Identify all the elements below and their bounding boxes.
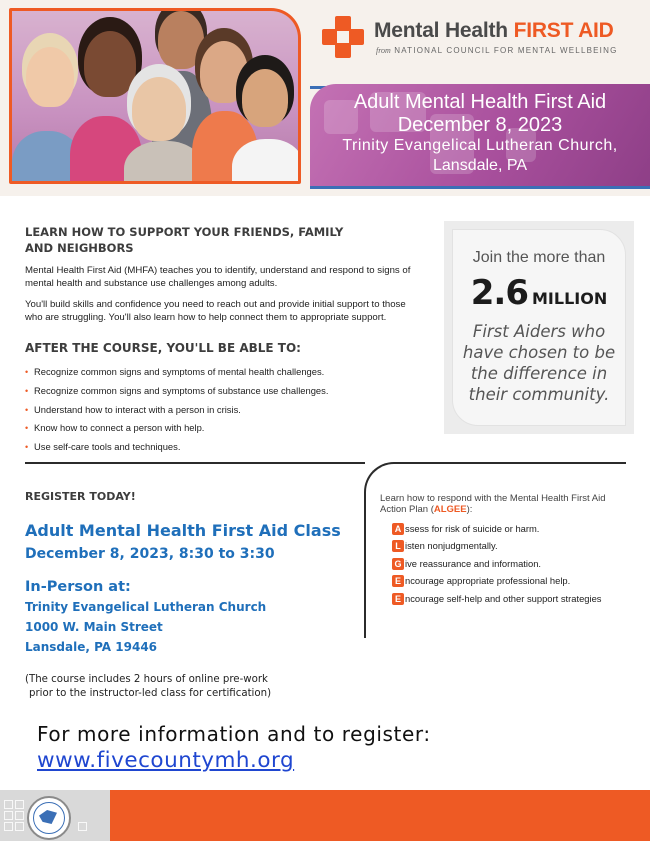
footer-square [15,811,24,820]
list-item-text: Recognize common signs and symptoms of mental health challenges. [34,366,325,377]
learn-heading-line: AND NEIGHBORS [25,241,134,255]
event-venue: Trinity Evangelical Lutheran Church, [342,137,618,154]
list-item [392,523,630,535]
event-banner [310,84,650,186]
logo-from: from [376,46,391,55]
event-city: Lansdale, PA [433,157,527,174]
list-item [25,385,425,397]
footer-square [78,822,87,831]
list-item [392,540,630,552]
bullet-icon: • [25,404,29,415]
list-item-text: isten nonjudgmentally. [405,540,498,552]
after-course-heading: AFTER THE COURSE, YOU'LL BE ABLE TO: [25,341,301,355]
hero-photo [9,8,301,184]
event-title: Adult Mental Health First Aid [353,91,607,113]
address [25,597,355,657]
algee-letter-badge: G [392,558,404,570]
class-date: December 8, 2023, 8:30 to 3:30 [25,546,275,562]
logo-org: NATIONAL COUNCIL FOR MENTAL WELLBEING [394,46,618,55]
learn-heading [25,224,425,256]
bullet-icon: • [25,442,29,453]
algee-letter-badge: E [392,593,404,605]
algee-section [380,493,630,610]
person-body [232,139,301,184]
registration-link[interactable]: www.fivecountymh.org [37,748,295,773]
learn-heading-line: LEARN HOW TO SUPPORT YOUR FRIENDS, FAMILY [25,225,344,239]
stat-number [444,273,634,313]
header [0,0,650,196]
list-item [392,575,630,587]
logo-title [374,19,614,43]
list-item [25,441,425,453]
algee-letter-badge: L [392,540,404,552]
algee-keyword: ALGEE [433,504,467,515]
algee-intro-text: ): [466,504,473,515]
algee-list [380,523,630,605]
event-date: December 8, 2023 [397,114,563,136]
list-item-text: ncourage self-help and other support strategies [405,592,602,604]
list-item-text: Recognize common signs and symptoms of substance use challenges. [34,384,329,396]
stat-join-text: Join the more than [472,249,606,266]
list-item-text: ssess for risk of suicide or harm. [405,523,540,534]
class-title: Adult Mental Health First Aid Class [25,521,341,540]
course-note-line: (The course includes 2 hours of online pre-work [25,674,268,685]
learn-paragraph: You'll build skills and confidence you need to reach out and provide initial support to those who are struggling. You'll also learn how to help connect them to appropriate support. [25,299,406,323]
list-item-text: ncourage appropriate professional help. [405,575,571,587]
footer-bar [0,790,650,841]
address-line: Lansdale, PA 19446 [25,640,158,654]
list-item-text: Understand how to interact with a person in crisis. [34,403,241,415]
mhfa-logo [322,12,642,62]
footer-square [4,800,13,809]
footer-square [4,811,13,820]
list-item [25,404,425,416]
person-face [132,77,186,141]
address-line: 1000 W. Main Street [25,620,163,634]
stat-unit: MILLION [532,289,608,308]
list-item [392,593,630,605]
person-face [84,31,136,97]
person-face [200,41,248,103]
list-item [392,558,630,570]
stat-quote: First Aiders who have chosen to be the difference in their community. [462,322,616,404]
footer-square [15,822,24,831]
algee-intro-text: Learn how to respond with the Mental Health First Aid Action Plan ( [380,493,606,515]
event-details [310,90,650,176]
list-item [25,366,425,378]
address-line: Trinity Evangelical Lutheran Church [25,600,267,614]
course-note-line: prior to the instructor-led class for certification) [29,688,272,699]
person-face [242,69,288,127]
register-heading: REGISTER TODAY! [25,490,136,503]
banner-bottom-rule [310,186,650,189]
list-item-text: Know how to connect a person with help. [34,422,205,434]
footer-square [15,800,24,809]
cta-text: For more information and to register: [37,722,431,746]
bullet-icon: • [25,367,29,377]
logo-name-accent: FIRST AID [513,19,614,42]
section-divider [25,462,365,464]
outcomes-list [25,366,425,453]
mhfa-cross-icon [322,16,364,58]
list-item-text: Use self-care tools and techniques. [34,441,181,453]
organization-seal-icon [27,796,71,840]
person-face [26,47,74,107]
learn-section [25,224,425,460]
algee-letter-badge: E [392,575,404,587]
logo-subtitle [376,46,618,55]
bullet-icon: • [25,385,29,396]
logo-name-main: Mental Health [374,19,508,42]
algee-letter-badge: A [392,523,404,535]
bullet-icon: • [25,423,29,434]
call-to-action [37,722,557,773]
list-item-text: ive reassurance and information. [405,557,542,569]
learn-paragraph: Mental Health First Aid (MHFA) teaches you to identify, understand and respond to signs of mental health and substance use challenges among adults. [25,265,411,289]
stat-callout [444,221,634,434]
stat-value: 2.6 [470,273,528,313]
in-person-label: In-Person at: [25,579,131,595]
footer-square [4,822,13,831]
list-item [25,422,425,434]
algee-intro [380,493,630,515]
register-section [25,490,355,701]
person-face [158,11,204,69]
course-note [25,673,355,701]
